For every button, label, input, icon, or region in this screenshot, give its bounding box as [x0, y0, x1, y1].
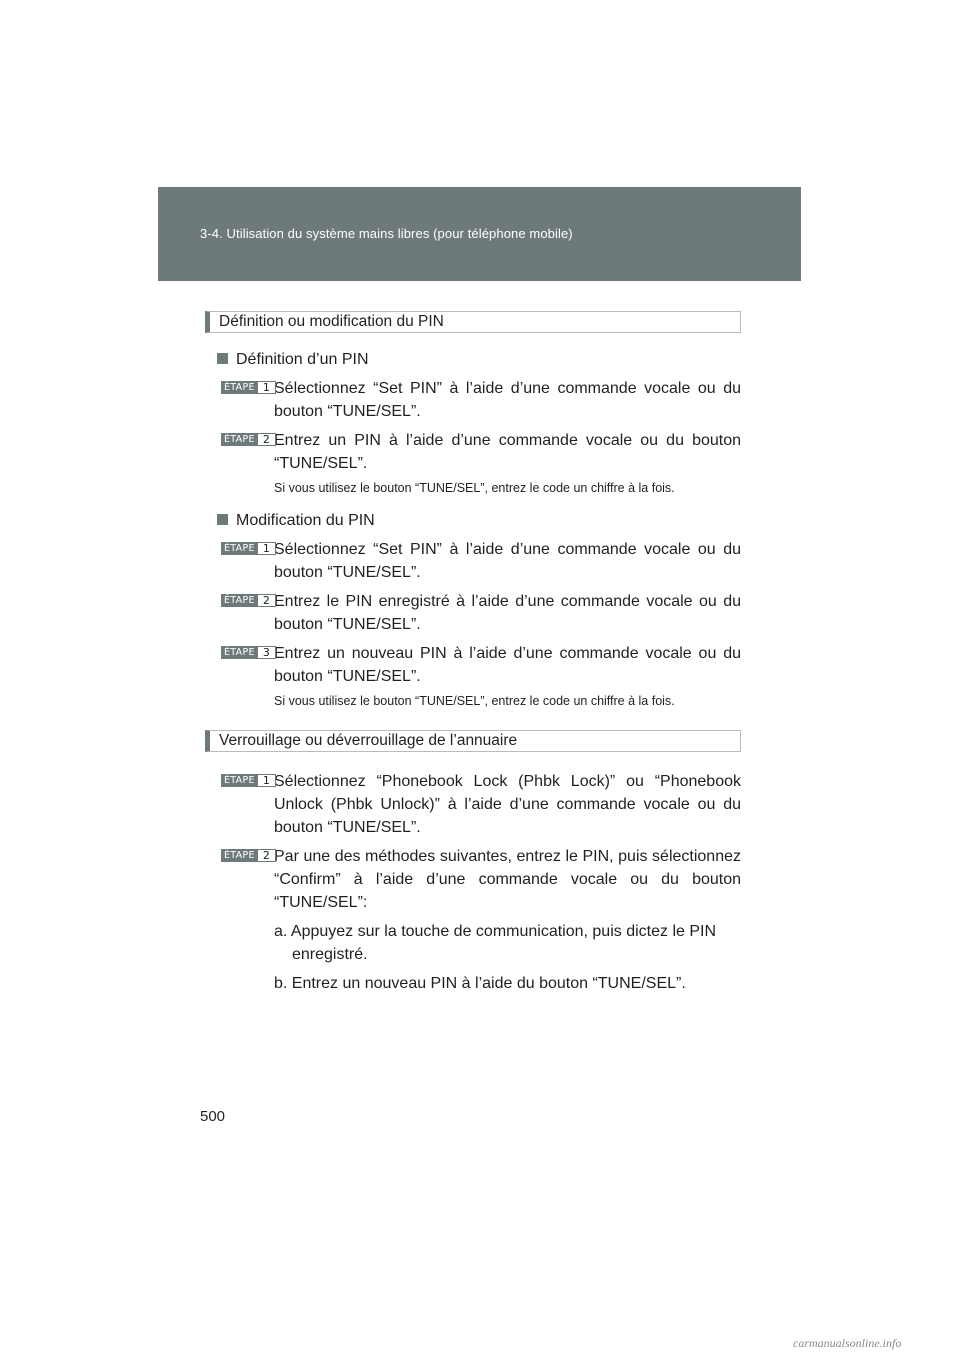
list-item: b. Entrez un nouveau PIN à l’aide du bouton “TUNE/SEL”. — [274, 975, 686, 992]
list-item: a. Appuyez sur la touche de communication, puis dictez le PIN enregistré. — [274, 923, 717, 963]
chapter-header — [158, 187, 801, 281]
note-text: Si vous utilisez le bouton “TUNE/SEL”, entrez le code un chiffre à la fois. — [274, 694, 675, 708]
subsection-title: Définition d’un PIN — [236, 351, 369, 368]
footer-watermark: carmanualsonline.info — [793, 1336, 902, 1350]
note-text: Si vous utilisez le bouton “TUNE/SEL”, entrez le code un chiffre à la fois. — [274, 481, 675, 495]
step-item — [205, 845, 741, 914]
step-badge: ÉTAPE 3 — [221, 646, 276, 659]
step-badge: ÉTAPE 2 — [221, 849, 276, 862]
step-text: Sélectionnez “Set PIN” à l’aide d’une commande vocale ou du bouton “TUNE/SEL”. — [274, 541, 741, 581]
section-title-pin: Définition ou modification du PIN — [205, 311, 741, 333]
step-badge: ÉTAPE 1 — [221, 774, 276, 787]
subsection-definition-pin — [217, 349, 741, 371]
page-number: 500 — [200, 1108, 226, 1125]
step-badge: ÉTAPE 1 — [221, 381, 276, 394]
step-item — [205, 590, 741, 636]
step-text: Entrez un nouveau PIN à l’aide d’une commande vocale ou du bouton “TUNE/SEL”. — [274, 645, 741, 685]
page-content — [205, 311, 741, 995]
step-item — [205, 538, 741, 584]
section-title-phonebook: Verrouillage ou déverrouillage de l’annuaire — [205, 730, 741, 752]
step-item — [205, 770, 741, 839]
step-item — [205, 377, 741, 423]
subsection-title: Modification du PIN — [236, 512, 375, 529]
step-item — [205, 429, 741, 475]
chapter-title: 3-4. Utilisation du système mains libres (pour téléphone mobile) — [200, 226, 573, 241]
step-item — [205, 642, 741, 688]
step-text: Entrez un PIN à l’aide d’une commande vocale ou du bouton “TUNE/SEL”. — [274, 432, 741, 472]
square-bullet-icon — [217, 353, 228, 364]
step-text: Sélectionnez “Set PIN” à l’aide d’une commande vocale ou du bouton “TUNE/SEL”. — [274, 380, 741, 420]
step-text: Sélectionnez “Phonebook Lock (Phbk Lock)” ou “Phonebook Unlock (Phbk Unlock)” à l’aide d’une commande vocale ou du bouton “TUNE/SEL”. — [274, 773, 741, 836]
subsection-modification-pin — [217, 510, 741, 532]
step-badge: ÉTAPE 2 — [221, 594, 276, 607]
square-bullet-icon — [217, 514, 228, 525]
step-badge: ÉTAPE 1 — [221, 542, 276, 555]
step-text: Par une des méthodes suivantes, entrez le PIN, puis sélectionnez “Confirm” à l’aide d’une commande vocale ou du bouton “TUNE/SEL”: — [274, 848, 741, 911]
step-badge: ÉTAPE 2 — [221, 433, 276, 446]
step-text: Entrez le PIN enregistré à l’aide d’une commande vocale ou du bouton “TUNE/SEL”. — [274, 593, 741, 633]
